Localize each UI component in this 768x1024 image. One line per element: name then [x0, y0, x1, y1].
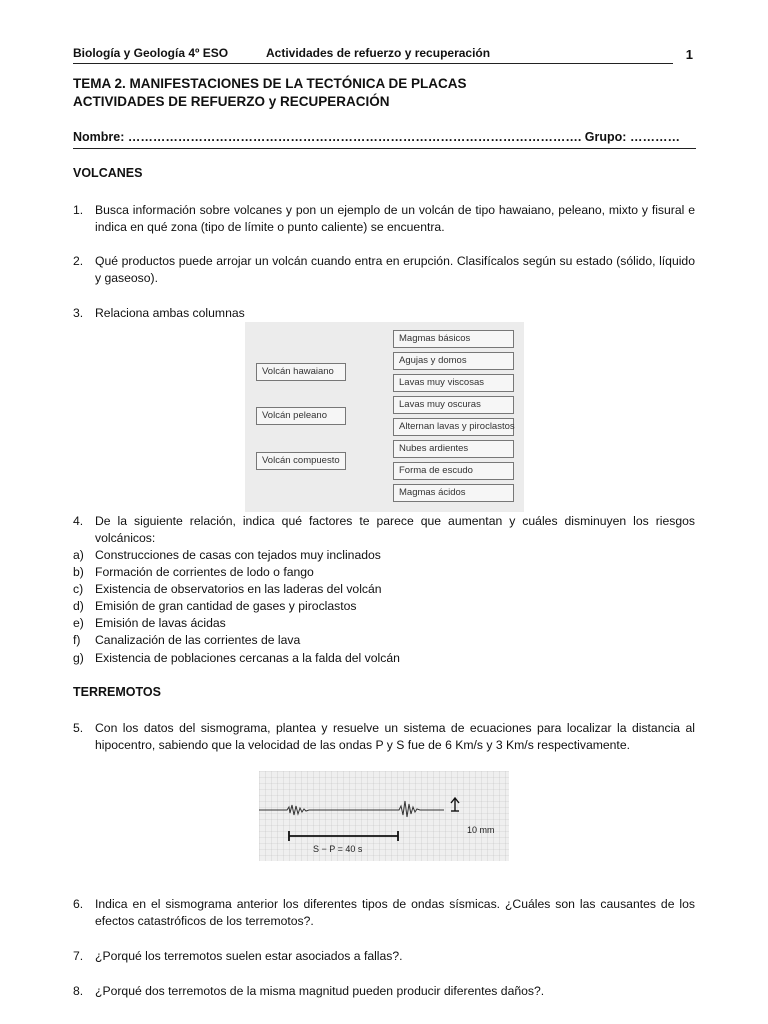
header-activity: Actividades de refuerzo y recuperación	[266, 46, 491, 60]
question-text: Indica en el sismograma anterior los diferentes tipos de ondas sísmicas. ¿Cuáles son las causantes de los efectos catastróficos de los terremotos?.	[95, 897, 695, 928]
factor-letter: g)	[73, 651, 84, 665]
question-number: 2.	[73, 254, 84, 268]
question-number: 6.	[73, 897, 84, 911]
right-item: Alternan lavas y piroclastos	[393, 418, 514, 436]
factor-text: Construcciones de casas con tejados muy inclinados	[95, 548, 381, 562]
s-p-interval-label: S − P = 40 s	[313, 844, 363, 854]
factor-text: Formación de corrientes de lodo o fango	[95, 565, 314, 579]
right-item: Lavas muy oscuras	[393, 396, 514, 414]
question-1	[73, 202, 695, 236]
question-text: Relaciona ambas columnas	[95, 306, 245, 320]
question-text: ¿Porqué los terremotos suelen estar asociados a fallas?.	[95, 949, 403, 963]
right-item: Lavas muy viscosas	[393, 374, 514, 392]
header-rule	[73, 63, 673, 64]
section-heading-terremotos: TERREMOTOS	[73, 685, 161, 699]
question-3	[73, 305, 695, 322]
amplitude-scale-label: 10 mm	[467, 825, 495, 835]
question-5	[73, 720, 695, 754]
factor-letter: e)	[73, 616, 84, 630]
question-number: 4.	[73, 514, 84, 528]
right-item: Agujas y domos	[393, 352, 514, 370]
seismogram-graphic	[259, 771, 509, 861]
left-item-hawaiano: Volcán hawaiano	[256, 363, 346, 381]
factor-letter: c)	[73, 582, 84, 596]
matching-columns-figure	[245, 322, 524, 512]
seismogram-figure	[259, 771, 509, 861]
factor-text: Canalización de las corrientes de lava	[95, 633, 301, 647]
question-8	[73, 983, 695, 1000]
header-subject: Biología y Geología 4º ESO	[73, 46, 229, 60]
factor-letter: a)	[73, 548, 84, 562]
name-group-field: Nombre: ………………………………………………………………………………………………. Grupo: …………	[73, 130, 680, 144]
question-7	[73, 948, 695, 965]
factor-letter: f)	[73, 633, 81, 647]
section-heading-volcanes: VOLCANES	[73, 166, 143, 180]
right-item: Forma de escudo	[393, 462, 514, 480]
right-item: Nubes ardientes	[393, 440, 514, 458]
page-number: 1	[685, 47, 693, 62]
worksheet-subtitle: ACTIVIDADES DE REFUERZO y RECUPERACIÓN	[73, 94, 390, 109]
question-text: ¿Porqué dos terremotos de la misma magnitud pueden producir diferentes daños?.	[95, 984, 545, 998]
question-number: 7.	[73, 949, 84, 963]
question-4	[73, 513, 695, 547]
page-header	[73, 46, 695, 64]
factor-text: Emisión de gran cantidad de gases y piroclastos	[95, 599, 357, 613]
worksheet-title: TEMA 2. MANIFESTACIONES DE LA TECTÓNICA DE PLACAS	[73, 76, 467, 91]
name-rule	[73, 148, 696, 149]
right-item: Magmas ácidos	[393, 484, 514, 502]
question-number: 5.	[73, 721, 84, 735]
question-text: Con los datos del sismograma, plantea y resuelve un sistema de ecuaciones para localizar la distancia al hipocentro, sabiendo que la velocidad de las ondas P y S fue de 6 Km/s y 3 Km/s respectivamente.	[95, 721, 695, 752]
left-item-compuesto: Volcán compuesto	[256, 452, 346, 470]
factor-text: Existencia de poblaciones cercanas a la falda del volcán	[95, 651, 400, 665]
left-item-peleano: Volcán peleano	[256, 407, 346, 425]
factor-letter: b)	[73, 565, 84, 579]
question-number: 8.	[73, 984, 84, 998]
right-item: Magmas básicos	[393, 330, 514, 348]
question-2	[73, 253, 695, 287]
question-number: 3.	[73, 306, 84, 320]
question-text: De la siguiente relación, indica qué factores te parece que aumentan y cuáles disminuyen los riesgos volcánicos:	[95, 514, 695, 545]
question-6	[73, 896, 695, 930]
factor-text: Emisión de lavas ácidas	[95, 616, 226, 630]
question-text: Qué productos puede arrojar un volcán cuando entra en erupción. Clasifícalos según su estado (sólido, líquido y gaseoso).	[95, 254, 695, 285]
question-number: 1.	[73, 203, 84, 217]
factor-letter: d)	[73, 599, 84, 613]
question-text: Busca información sobre volcanes y pon un ejemplo de un volcán de tipo hawaiano, peleano, mixto y fisural e indica en qué zona (tipo de límite o punto caliente) se encuentra.	[95, 203, 695, 234]
factor-text: Existencia de observatorios en las laderas del volcán	[95, 582, 382, 596]
